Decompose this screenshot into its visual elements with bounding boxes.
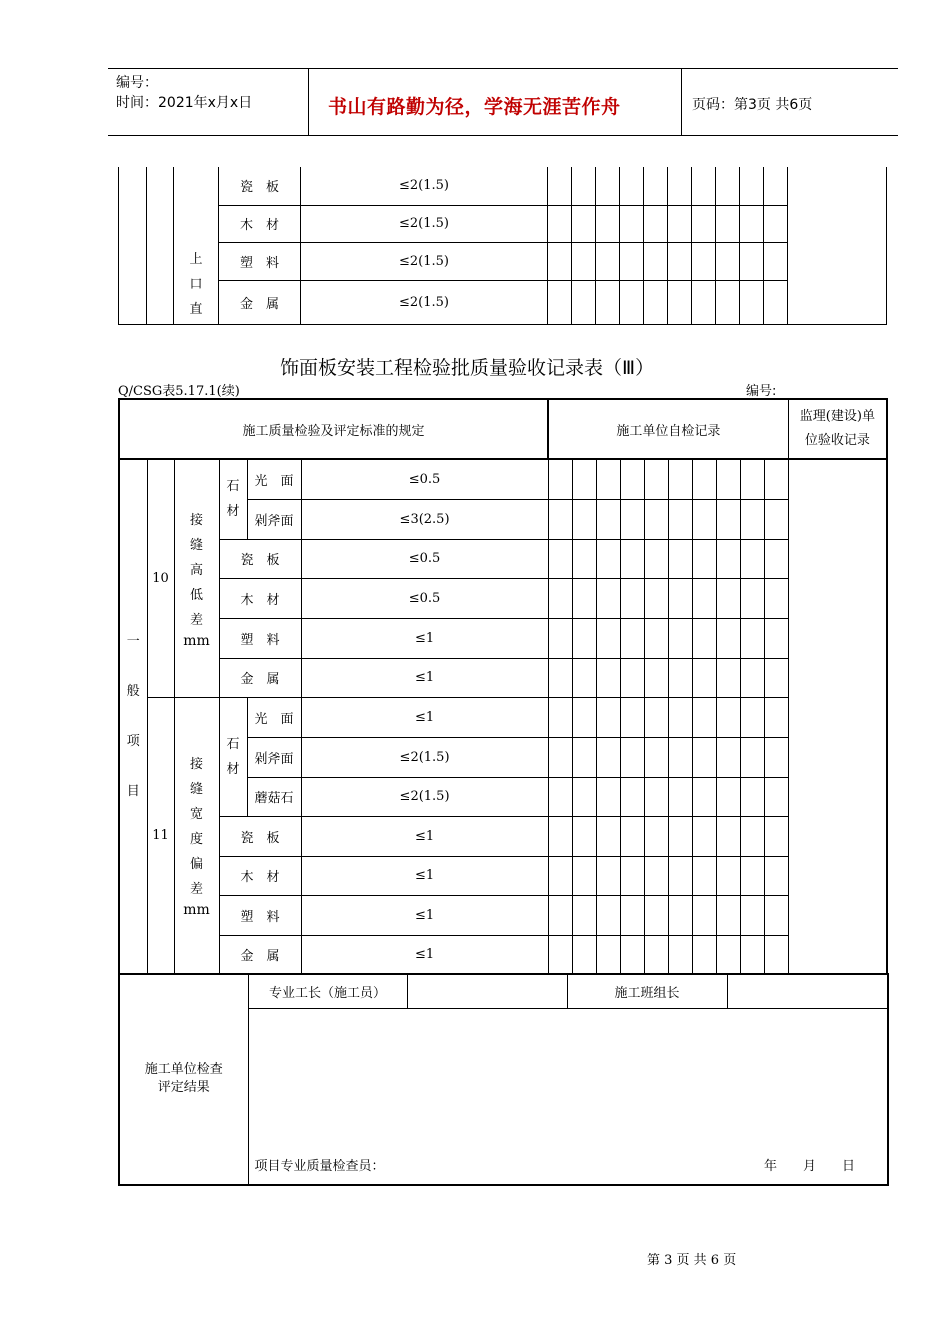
header-top-line	[108, 68, 898, 69]
form-number-label: 编号:	[746, 384, 777, 399]
top-standard: ≤2(1.5)	[301, 167, 548, 205]
item10-material: 金 属	[219, 658, 301, 697]
item11-name-cell	[174, 697, 219, 974]
footer-team-leader-sign[interactable]	[727, 974, 888, 1009]
top-supervisor-cell	[788, 167, 887, 324]
item11-material: 瓷 板	[219, 816, 301, 856]
item10-material: 塑 料	[219, 618, 301, 658]
item10-unit: mm	[183, 632, 210, 649]
footer-foreman-label: 专业工长（施工员）	[248, 974, 407, 1009]
item11-standard: ≤1	[301, 856, 548, 895]
top-group-label: 上 口 直	[174, 167, 219, 324]
main-form-table	[118, 398, 888, 975]
item10-stone-label: 石 材	[219, 459, 247, 539]
footer-team-leader-label: 施工班组长	[567, 974, 727, 1009]
top-standard: ≤2(1.5)	[301, 205, 548, 242]
header-divider-2	[681, 68, 682, 136]
footer-date: 年 月 日	[763, 1158, 855, 1174]
item10-material: 瓷 板	[219, 539, 301, 578]
item11-standard: ≤1	[301, 895, 548, 935]
footer-table	[118, 973, 889, 1186]
item11-material: 塑 料	[219, 895, 301, 935]
item11-no: 11	[147, 697, 174, 974]
item11-material: 剁斧面	[247, 737, 301, 777]
item10-standard: ≤0.5	[301, 459, 548, 499]
top-material: 木 材	[219, 205, 301, 242]
header-divider-1	[308, 68, 309, 136]
item11-standard: ≤2(1.5)	[301, 737, 548, 777]
item11-material: 蘑菇石	[247, 777, 301, 816]
top-col-no	[147, 167, 174, 324]
head-spec: 施工质量检验及评定标准的规定	[119, 399, 548, 459]
form-code: Q/CSG表5.17.1(续)	[118, 384, 240, 399]
item10-material: 剁斧面	[247, 499, 301, 539]
item11-stone-label: 石 材	[219, 697, 247, 816]
head-self-check: 施工单位自检记录	[548, 399, 788, 459]
page-footer: 第 3 页 共 6 页	[647, 1253, 737, 1268]
item10-no: 10	[147, 459, 174, 697]
head-supervisor: 监理(建设)单 位验收记录	[788, 399, 887, 459]
header-number: 编号：	[116, 75, 158, 91]
top-col-category	[119, 167, 147, 324]
item10-standard: ≤1	[301, 658, 548, 697]
header-motto: 书山有路勤为径，学海无涯苦作舟	[328, 96, 621, 118]
header-page: 页码：第3页 共6页	[692, 97, 813, 113]
item10-material: 光 面	[247, 459, 301, 499]
top-standard: ≤2(1.5)	[301, 280, 548, 324]
item10-standard: ≤0.5	[301, 578, 548, 618]
header-bottom-line	[108, 135, 898, 136]
item11-material: 金 属	[219, 935, 301, 974]
item10-name: 接 缝 高 低 差	[189, 512, 203, 628]
supervisor-record-cell	[788, 459, 887, 974]
item11-standard: ≤1	[301, 816, 548, 856]
item11-unit: mm	[183, 902, 210, 919]
footer-result-area[interactable]	[248, 1009, 888, 1185]
item10-material: 木 材	[219, 578, 301, 618]
item10-standard: ≤3(2.5)	[301, 499, 548, 539]
footer-inspector-label: 项目专业质量检查员：	[254, 1158, 385, 1174]
category-general-items: 一 般 项 目	[119, 459, 147, 974]
form-title: 饰面板安装工程检验批质量验收记录表（Ⅲ）	[280, 357, 655, 379]
item11-standard: ≤1	[301, 935, 548, 974]
item11-standard: ≤1	[301, 697, 548, 737]
item11-name: 接 缝 宽 度 偏 差	[189, 757, 203, 898]
top-standard: ≤2(1.5)	[301, 242, 548, 280]
item10-standard: ≤1	[301, 618, 548, 658]
item11-material: 光 面	[247, 697, 301, 737]
footer-result-label: 施工单位检查 评定结果	[119, 974, 248, 1185]
top-continuation-table	[118, 167, 887, 325]
top-material: 塑 料	[219, 242, 301, 280]
header-time: 时间：2021年x月x日	[116, 95, 253, 111]
top-material: 金 属	[219, 280, 301, 324]
item10-standard: ≤0.5	[301, 539, 548, 578]
top-material: 瓷 板	[219, 167, 301, 205]
item10-name-cell	[174, 459, 219, 697]
footer-foreman-sign[interactable]	[407, 974, 567, 1009]
item11-standard: ≤2(1.5)	[301, 777, 548, 816]
item11-material: 木 材	[219, 856, 301, 895]
